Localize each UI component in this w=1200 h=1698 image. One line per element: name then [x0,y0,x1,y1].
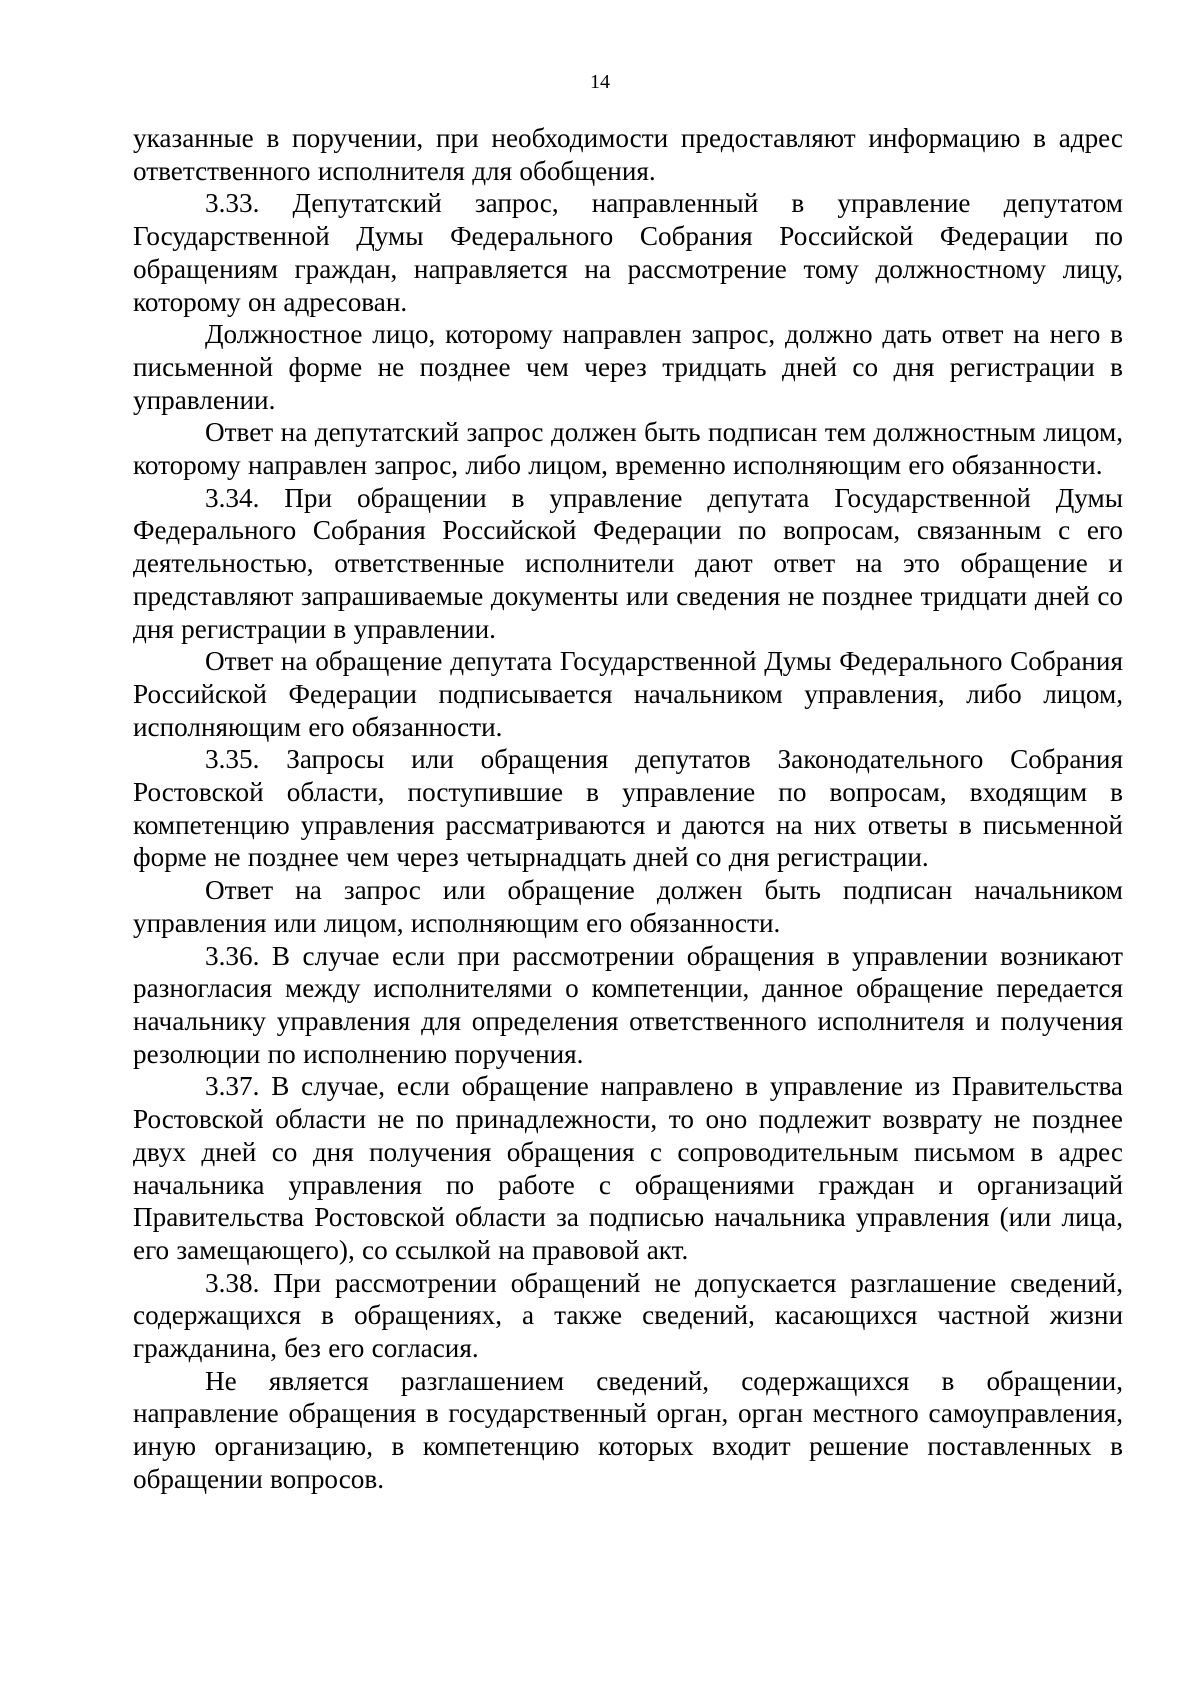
paragraph-3-36: 3.36. В случае если при рассмотрении обращения в управлении возникают разногласия между исполнителями о компетенции, данное обращение передается начальнику управления для определения ответственного исполнителя и получения резолюции по исполнению поручения. [133,940,1123,1069]
paragraph-3-33: 3.33. Депутатский запрос, направленный в управление депутатом Государственной Думы Федерального Собрания Российской Федерации по обращениям граждан, направляется на рассмотрение тому должностному лицу, которому он адресован. [133,188,1123,317]
paragraph-3-34: 3.34. При обращении в управление депутата Государственной Думы Федерального Собрания Российской Федерации по вопросам, связанным с его деятельностью, ответственные исполнители дают ответ на это обращение и представляют запрашиваемые документы или сведения не позднее тридцати дней со дня регистрации в управлении. [133,482,1123,644]
paragraph-3-38-exception: Не является разглашением сведений, содержащихся в обращении, направление обращения в государственный орган, орган местного самоуправления, иную организацию, в компетенцию которых входит решение поставленных в обращении вопросов. [133,1365,1123,1494]
document-body [133,122,1123,1496]
page-number: 14 [590,71,610,93]
paragraph-3-35: 3.35. Запросы или обращения депутатов Законодательного Собрания Ростовской области, поступившие в управление по вопросам, входящим в компетенцию управления рассматриваются и даются на них ответы в письменной форме не позднее чем через четырнадцать дней со дня регистрации. [133,744,1123,873]
paragraph-3-34-signature: Ответ на обращение депутата Государственной Думы Федерального Собрания Российской Федерации подписывается начальником управления, либо лицом, исполняющим его обязанности. [133,646,1123,742]
paragraph-continuation: указанные в поручении, при необходимости предоставляют информацию в адрес ответственного исполнителя для обобщения. [133,123,1123,186]
paragraph-3-35-signature: Ответ на запрос или обращение должен быть подписан начальником управления или лицом, исполняющим его обязанности. [133,875,1123,938]
paragraph-3-33-signature: Ответ на депутатский запрос должен быть подписан тем должностным лицом, которому направлен запрос, либо лицом, временно исполняющим его обязанности. [133,417,1123,481]
paragraph-3-37: 3.37. В случае, если обращение направлено в управление из Правительства Ростовской области не по принадлежности, то оно подлежит возврату не позднее двух дней со дня получения обращения с сопроводительным письмом в адрес начальника управления по работе с обращениями граждан и организаций Правительства Ростовской области за подписью начальника управления (или лица, его замещающего), со ссылкой на правовой акт. [133,1071,1123,1265]
paragraph-3-33-response-deadline: Должностное лицо, которому направлен запрос, должно дать ответ на него в письменной форме не позднее чем через тридцать дней со дня регистрации в управлении. [133,319,1123,415]
paragraph-3-38: 3.38. При рассмотрении обращений не допускается разглашение сведений, содержащихся в обращениях, а также сведений, касающихся частной жизни гражданина, без его согласия. [133,1267,1123,1364]
